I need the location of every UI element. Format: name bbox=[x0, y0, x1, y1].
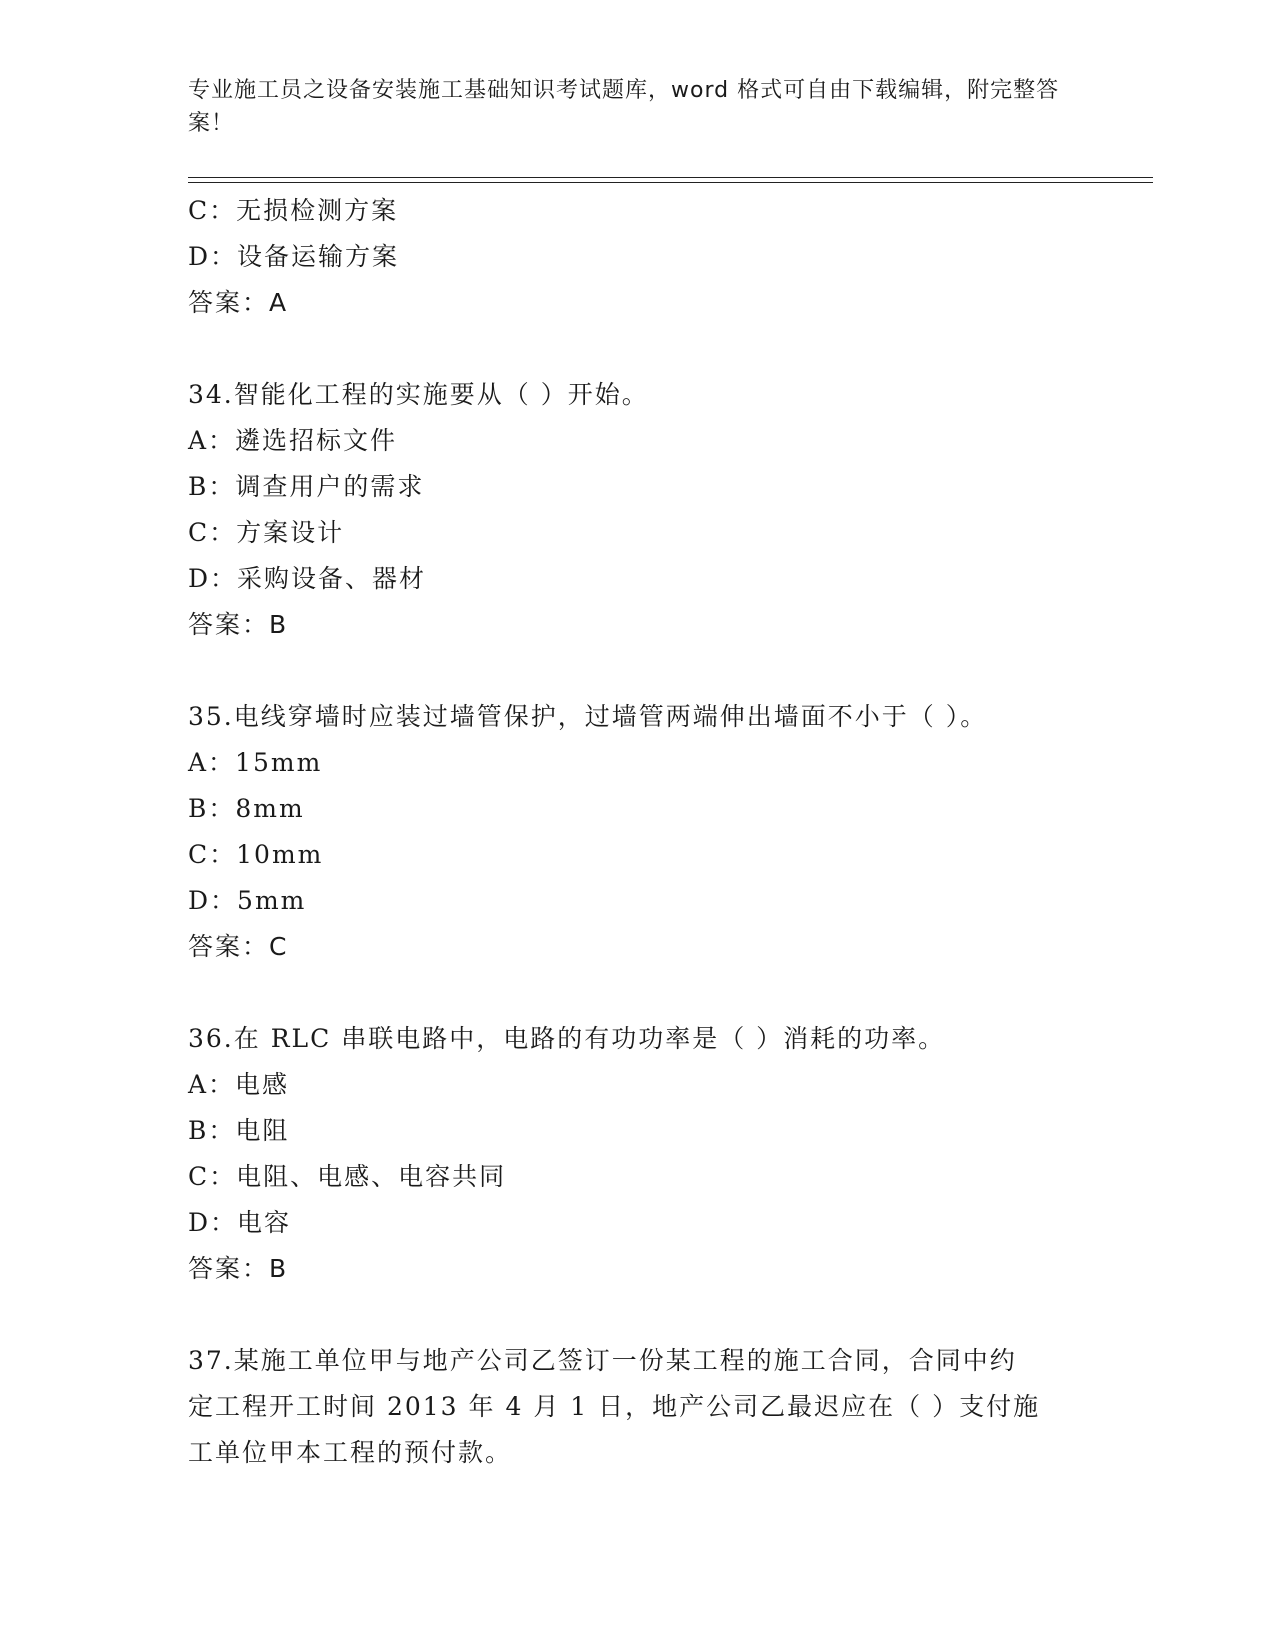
option-c: C：方案设计 bbox=[188, 518, 345, 547]
answer: 答案：B bbox=[188, 610, 289, 639]
option-c: C：无损检测方案 bbox=[188, 196, 399, 225]
question-fragment-33 bbox=[188, 188, 1088, 326]
document-header: 专业施工员之设备安装施工基础知识考试题库，word 格式可自由下载编辑，附完整答案！ bbox=[188, 78, 1060, 136]
answer: 答案：B bbox=[188, 1254, 289, 1283]
question-stem: 34.智能化工程的实施要从（ ）开始。 bbox=[188, 380, 649, 409]
header-rule-bottom bbox=[188, 182, 1153, 183]
option-b: B：调查用户的需求 bbox=[188, 472, 425, 501]
question-36 bbox=[188, 1016, 1088, 1292]
question-stem-line-3: 工单位甲本工程的预付款。 bbox=[188, 1438, 513, 1467]
question-stem-line-1: 37.某施工单位甲与地产公司乙签订一份某工程的施工合同，合同中约 bbox=[188, 1346, 1017, 1375]
question-35 bbox=[188, 694, 1088, 970]
option-b: B：8mm bbox=[188, 794, 305, 823]
option-c: C：10mm bbox=[188, 840, 324, 869]
answer: 答案：A bbox=[188, 288, 289, 317]
option-b: B：电阻 bbox=[188, 1116, 290, 1145]
question-list bbox=[188, 188, 1088, 1476]
option-c: C：电阻、电感、电容共同 bbox=[188, 1162, 507, 1191]
option-d: D：电容 bbox=[188, 1208, 292, 1237]
option-a: A：15mm bbox=[188, 748, 323, 777]
option-d: D：5mm bbox=[188, 886, 307, 915]
option-a: A：遴选招标文件 bbox=[188, 426, 398, 455]
option-d: D：设备运输方案 bbox=[188, 242, 400, 271]
question-stem: 35.电线穿墙时应装过墙管保护，过墙管两端伸出墙面不小于（ ）。 bbox=[188, 702, 988, 731]
option-a: A：电感 bbox=[188, 1070, 290, 1099]
question-34 bbox=[188, 372, 1088, 648]
question-stem-line-2: 定工程开工时间 2013 年 4 月 1 日，地产公司乙最迟应在（ ）支付施 bbox=[188, 1392, 1041, 1421]
header-rule-top bbox=[188, 177, 1153, 178]
answer: 答案：C bbox=[188, 932, 289, 961]
option-d: D：采购设备、器材 bbox=[188, 564, 427, 593]
question-stem: 36.在 RLC 串联电路中，电路的有功功率是（ ）消耗的功率。 bbox=[188, 1024, 946, 1053]
question-37 bbox=[188, 1338, 1088, 1476]
